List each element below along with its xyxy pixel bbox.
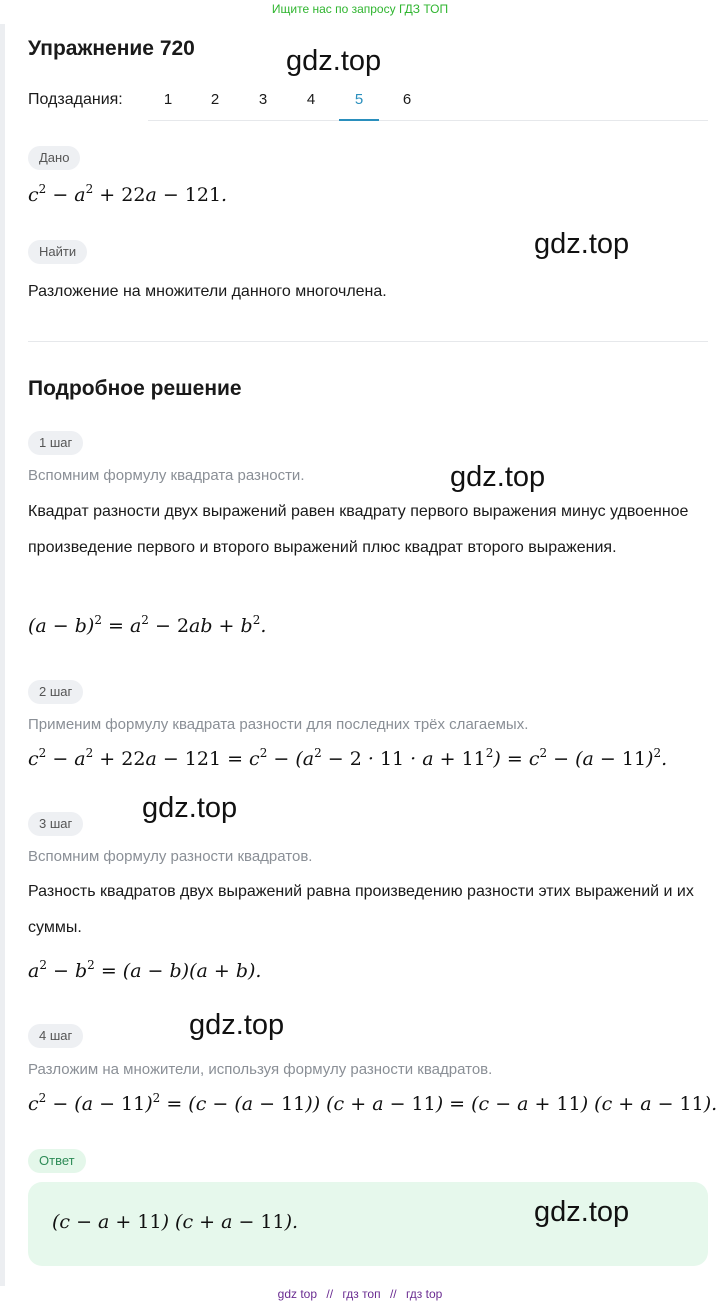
step-1-hint: Вспомним формулу квадрата разности.	[28, 467, 305, 484]
step-2-formula: $c^2 - a^2 + 22a - 121 = c^2 - (a^2 - 2 \cdot 11 \cdot a + 11^2) = c^2 - (a - 11)^2$.	[28, 746, 668, 770]
footer-link-1[interactable]: gdz top	[277, 1287, 318, 1301]
tab-6[interactable]: 6	[402, 91, 412, 108]
step-4-hint: Разложим на множители, используя формулу разности квадратов.	[28, 1061, 493, 1078]
answer-formula: (c − a + 11) (c + a − 11).	[52, 1211, 299, 1233]
footer-link-3[interactable]: гдз top	[405, 1287, 443, 1301]
step-4-pill: 4 шаг	[28, 1024, 83, 1048]
watermark: gdz.top	[534, 1196, 630, 1228]
answer-pill: Ответ	[28, 1149, 86, 1173]
step-2-hint: Применим формулу квадрата разности для последних трёх слагаемых.	[28, 716, 529, 733]
tab-1[interactable]: 1	[163, 91, 173, 108]
step-3-pill: 3 шаг	[28, 812, 83, 836]
given-expression: $c^2 - a^2 + 22a - 121$.	[28, 182, 228, 206]
step-1-formula: $(a - b)^2 = a^2 - 2ab + b^2$.	[28, 613, 267, 637]
step-3-hint: Вспомним формулу разности квадратов.	[28, 848, 313, 865]
footer	[0, 1287, 720, 1301]
tab-4[interactable]: 4	[306, 91, 316, 108]
page-title: Упражнение 720	[28, 37, 195, 60]
step-1-text: Квадрат разности двух выражений равен квадрату первого выражения минус удвоенное произведение первого и второго выражений плюс квадрат второго выражения.	[28, 503, 689, 556]
watermark: gdz.top	[534, 228, 630, 260]
subtasks-label: Подзадания:	[28, 91, 123, 108]
watermark: gdz.top	[142, 792, 238, 824]
find-pill: Найти	[28, 240, 87, 264]
given-pill: Дано	[28, 146, 80, 170]
watermark: gdz.top	[450, 461, 546, 493]
subtask-tabs	[148, 82, 708, 121]
find-text: Разложение на множители данного многочлена.	[28, 283, 387, 300]
step-2-pill: 2 шаг	[28, 680, 83, 704]
step-1-pill: 1 шаг	[28, 431, 83, 455]
tab-5[interactable]: 5	[339, 82, 379, 121]
step-4-formula: $c^2 - (a - 11)^2 = (c - (a - 11)) (c + a - 11) = (c - a + 11) (c + a - 11)$.	[28, 1091, 718, 1115]
step-3-text: Разность квадратов двух выражений равна произведению разности этих выражений и их суммы.	[28, 883, 694, 936]
footer-link-2[interactable]: гдз топ	[342, 1287, 381, 1301]
footer-separator: //	[326, 1287, 334, 1301]
tab-3[interactable]: 3	[258, 91, 268, 108]
solution-title: Подробное решение	[28, 377, 242, 400]
footer-separator: //	[389, 1287, 397, 1301]
watermark: gdz.top	[286, 45, 382, 77]
watermark: gdz.top	[189, 1009, 285, 1041]
divider	[28, 341, 708, 342]
top-banner: Ищите нас по запросу ГДЗ ТОП	[271, 2, 449, 16]
tab-2[interactable]: 2	[210, 91, 220, 108]
step-3-formula: $a^2 - b^2 = (a - b)(a + b)$.	[28, 958, 262, 982]
